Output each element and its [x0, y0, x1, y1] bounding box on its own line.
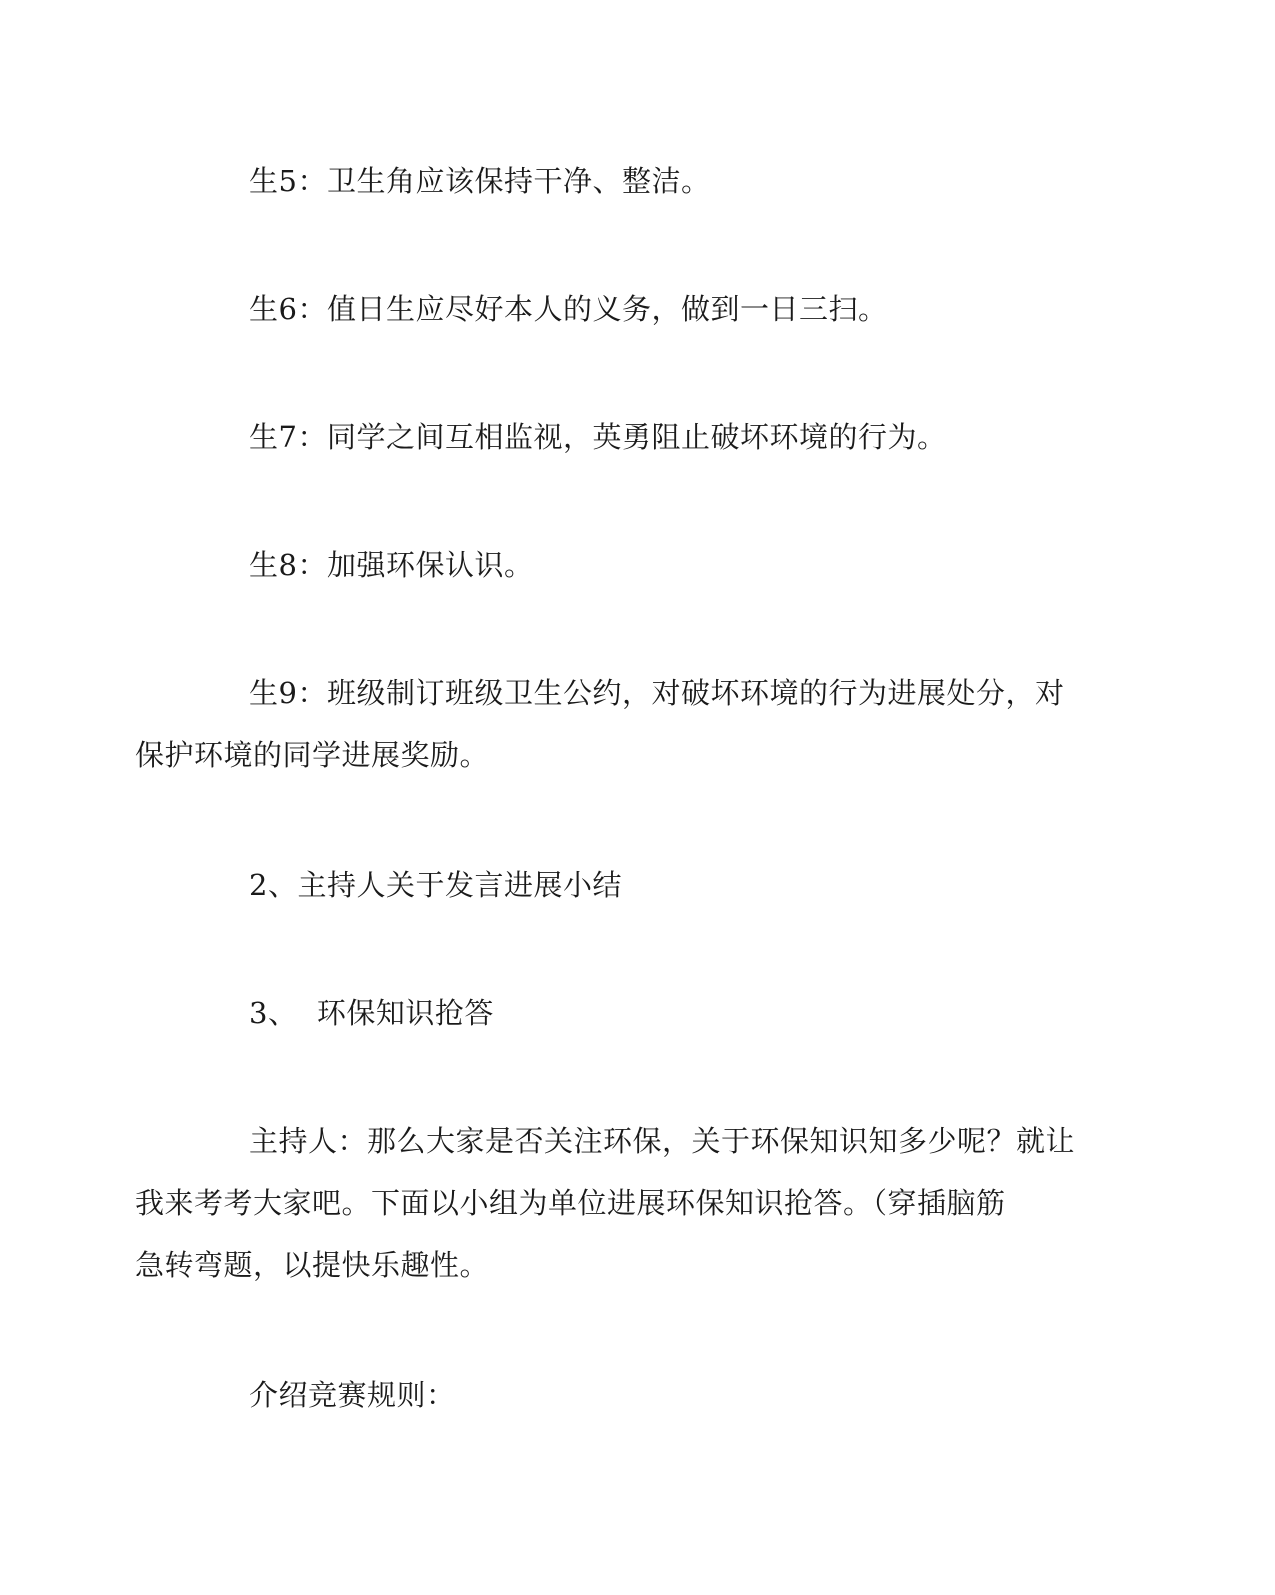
- text-line: 3、 环保知识抢答: [249, 996, 494, 1030]
- paragraph-host-intro: [135, 1110, 1076, 1296]
- heading-host-summary: [192, 854, 1062, 916]
- paragraph-student-7: [192, 406, 1062, 468]
- text-line: 我来考考大家吧。下面以小组为单位进展环保知识抢答。（穿插脑筋: [135, 1186, 1006, 1220]
- paragraph-student-5: [192, 150, 1062, 212]
- paragraph-student-9: [135, 662, 1065, 786]
- paragraph-student-6: [192, 278, 1062, 340]
- text-line: 2、主持人关于发言进展小结: [249, 868, 622, 902]
- text-line: 急转弯题，以提快乐趣性。: [135, 1248, 490, 1282]
- text-line: 生5：卫生角应该保持干净、整洁。: [249, 164, 711, 198]
- paragraph-rules-intro: [192, 1364, 1062, 1426]
- text-line: 介绍竞赛规则：: [249, 1378, 456, 1412]
- text-line: 保护环境的同学进展奖励。: [135, 738, 490, 772]
- text-line: 主持人：那么大家是否关注环保，关于环保知识知多少呢？就让: [249, 1124, 1076, 1158]
- text-line: 生6：值日生应尽好本人的义务，做到一日三扫。: [249, 292, 888, 326]
- text-line: 生7：同学之间互相监视，英勇阻止破坏环境的行为。: [249, 420, 947, 454]
- paragraph-student-8: [192, 534, 1062, 596]
- text-line: 生9：班级制订班级卫生公约，对破坏环境的行为进展处分，对: [249, 676, 1065, 710]
- heading-eco-quiz: [192, 982, 1062, 1044]
- text-line: 生8：加强环保认识。: [249, 548, 534, 582]
